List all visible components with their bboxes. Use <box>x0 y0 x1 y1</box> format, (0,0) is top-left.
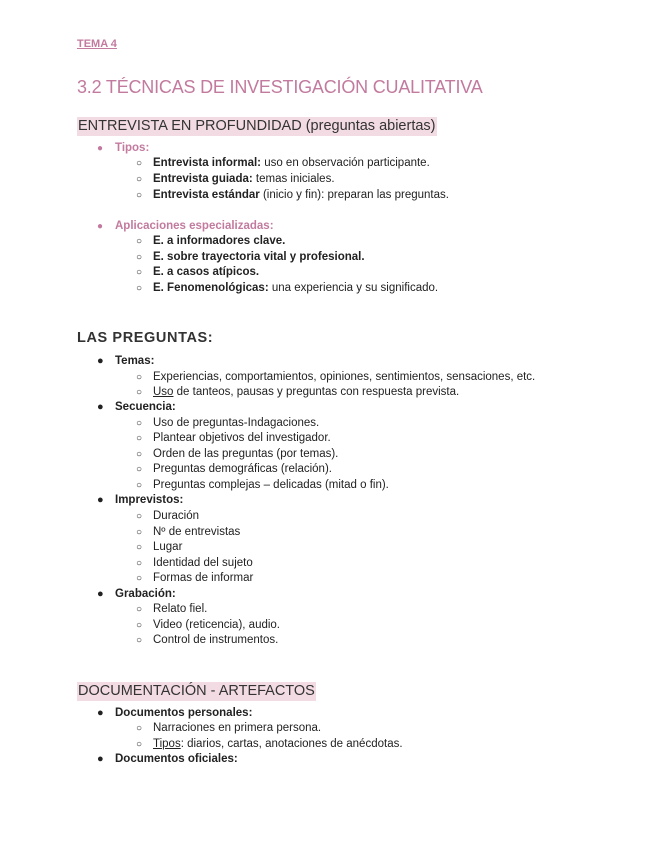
list-item: Formas de informar <box>153 572 254 584</box>
bullet-circle: ○ <box>136 464 143 475</box>
section-heading-documentacion: DOCUMENTACIÓN - ARTEFACTOS <box>78 683 315 699</box>
list-item: Orden de las preguntas (por temas). <box>153 448 339 460</box>
list-item: Experiencias, comportamientos, opiniones, sentimientos, sensaciones, etc. <box>153 371 536 383</box>
bullet-circle: ○ <box>136 480 143 491</box>
bullet-circle: ○ <box>136 158 143 169</box>
bullet-disc: ● <box>97 588 104 600</box>
aplicaciones-label: Aplicaciones especializadas: <box>115 220 274 232</box>
bullet-circle: ○ <box>136 449 143 460</box>
list-item: Plantear objetivos del investigador. <box>153 432 331 444</box>
list-item: E. sobre trayectoria vital y profesional. <box>153 251 365 263</box>
list-item: Uso de preguntas-Indagaciones. <box>153 417 320 429</box>
tema-label: TEMA 4 <box>77 38 117 50</box>
temas-label: Temas: <box>115 355 155 367</box>
list-item: Relato fiel. <box>153 603 208 615</box>
list-item: Lugar <box>153 541 183 553</box>
bullet-circle: ○ <box>136 283 143 294</box>
bullet-circle: ○ <box>136 739 143 750</box>
grabacion-label: Grabación: <box>115 588 176 600</box>
tipos-label: Tipos: <box>115 142 150 154</box>
bullet-disc: ● <box>97 355 104 367</box>
list-item: E. Fenomenológicas: una experiencia y su significado. <box>153 282 439 294</box>
bullet-circle: ○ <box>136 387 143 398</box>
bullet-circle: ○ <box>136 190 143 201</box>
bullet-circle: ○ <box>136 542 143 553</box>
bullet-circle: ○ <box>136 236 143 247</box>
bullet-circle: ○ <box>136 418 143 429</box>
bullet-circle: ○ <box>136 511 143 522</box>
list-item: Tipos: diarios, cartas, anotaciones de anécdotas. <box>153 738 403 750</box>
bullet-disc: ● <box>97 143 104 154</box>
list-item: Entrevista estándar (inicio y fin): preparan las preguntas. <box>153 189 449 201</box>
bullet-circle: ○ <box>136 620 143 631</box>
section-heading-entrevista: ENTREVISTA EN PROFUNDIDAD (preguntas abiertas) <box>78 118 436 134</box>
list-item: E. a casos atípicos. <box>153 266 260 278</box>
list-item: Control de instrumentos. <box>153 634 279 646</box>
personales-label: Documentos personales: <box>115 707 253 719</box>
list-item: Uso de tanteos, pausas y preguntas con respuesta prevista. <box>153 386 460 398</box>
secuencia-label: Secuencia: <box>115 401 176 413</box>
bullet-circle: ○ <box>136 558 143 569</box>
bullet-disc: ● <box>97 753 104 765</box>
list-item: Entrevista guiada: temas iniciales. <box>153 173 335 185</box>
list-item: Preguntas demográficas (relación). <box>153 463 332 475</box>
bullet-circle: ○ <box>136 267 143 278</box>
bullet-circle: ○ <box>136 604 143 615</box>
bullet-circle: ○ <box>136 372 143 383</box>
list-item: Preguntas complejas – delicadas (mitad o fin). <box>153 479 389 491</box>
list-item: Video (reticencia), audio. <box>153 619 280 631</box>
bullet-disc: ● <box>97 221 104 232</box>
oficiales-label: Documentos oficiales: <box>115 753 238 765</box>
bullet-disc: ● <box>97 494 104 506</box>
section-heading-preguntas: LAS PREGUNTAS: <box>77 330 214 346</box>
page-title: 3.2 TÉCNICAS DE INVESTIGACIÓN CUALITATIVA <box>77 77 483 97</box>
list-item: Entrevista informal: uso en observación participante. <box>153 157 430 169</box>
list-item: Nº de entrevistas <box>153 526 241 538</box>
bullet-circle: ○ <box>136 573 143 584</box>
bullet-circle: ○ <box>136 252 143 263</box>
imprevistos-label: Imprevistos: <box>115 494 184 506</box>
list-item: Narraciones en primera persona. <box>153 722 322 734</box>
bullet-circle: ○ <box>136 527 143 538</box>
list-item: Identidad del sujeto <box>153 557 253 569</box>
list-item: Duración <box>153 510 200 522</box>
bullet-disc: ● <box>97 707 104 719</box>
bullet-disc: ● <box>97 401 104 413</box>
bullet-circle: ○ <box>136 635 143 646</box>
bullet-circle: ○ <box>136 433 143 444</box>
bullet-circle: ○ <box>136 174 143 185</box>
list-item: E. a informadores clave. <box>153 235 286 247</box>
bullet-circle: ○ <box>136 723 143 734</box>
